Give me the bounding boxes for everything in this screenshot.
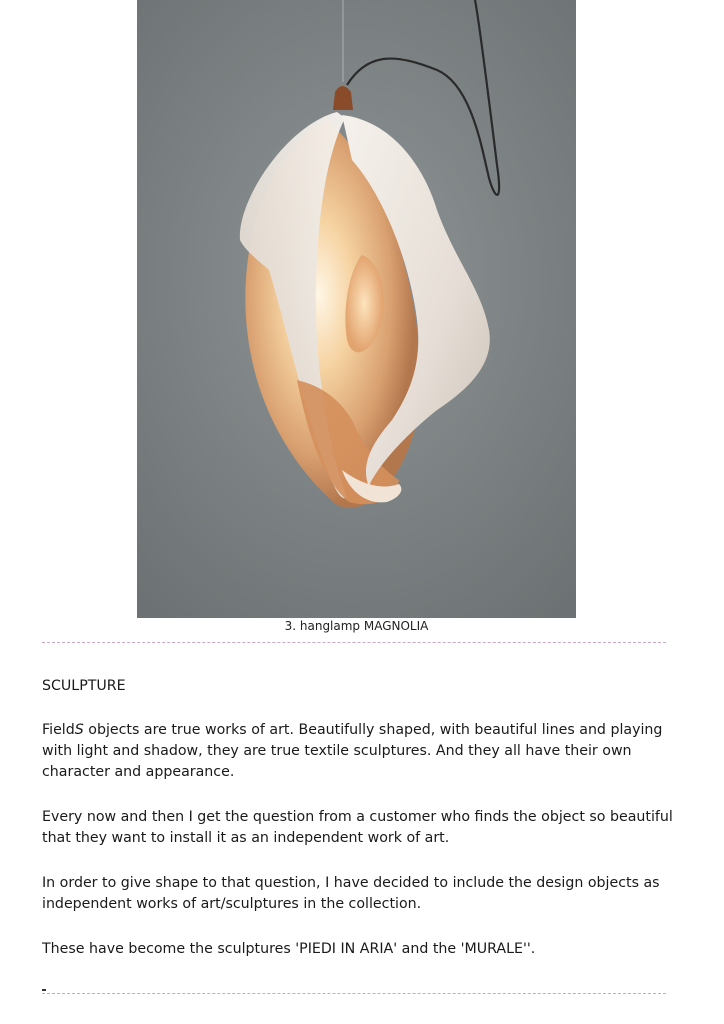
magnolia-lamp-image [137,0,576,618]
lamp-fitting [333,86,353,110]
dashed-divider-top [42,642,666,643]
section-heading: SCULPTURE [42,678,126,694]
paragraph-1 [42,720,682,783]
dash-mark [42,989,46,991]
lamp-photo [137,0,576,618]
paragraph-3: In order to give shape to that question, I have decided to include the design objects as independent works of art/sculptures in the collection. [42,875,660,912]
dashed-divider-bottom [42,993,666,994]
paragraph-2: Every now and then I get the question from a customer who finds the object so beautiful that they want to install it as an independent work of art. [42,809,673,846]
brand-name-italic: S [74,722,84,738]
brand-name: Field [42,722,75,738]
paragraph-4: These have become the sculptures 'PIEDI IN ARIA' and the 'MURALE''. [42,941,536,957]
figure-caption: 3. hanglamp MAGNOLIA [284,619,429,633]
paragraph-1-text: objects are true works of art. Beautifully shaped, with beautiful lines and playing with light and shadow, they are true textile sculptures. And they all have their own character and appearance. [42,722,663,780]
